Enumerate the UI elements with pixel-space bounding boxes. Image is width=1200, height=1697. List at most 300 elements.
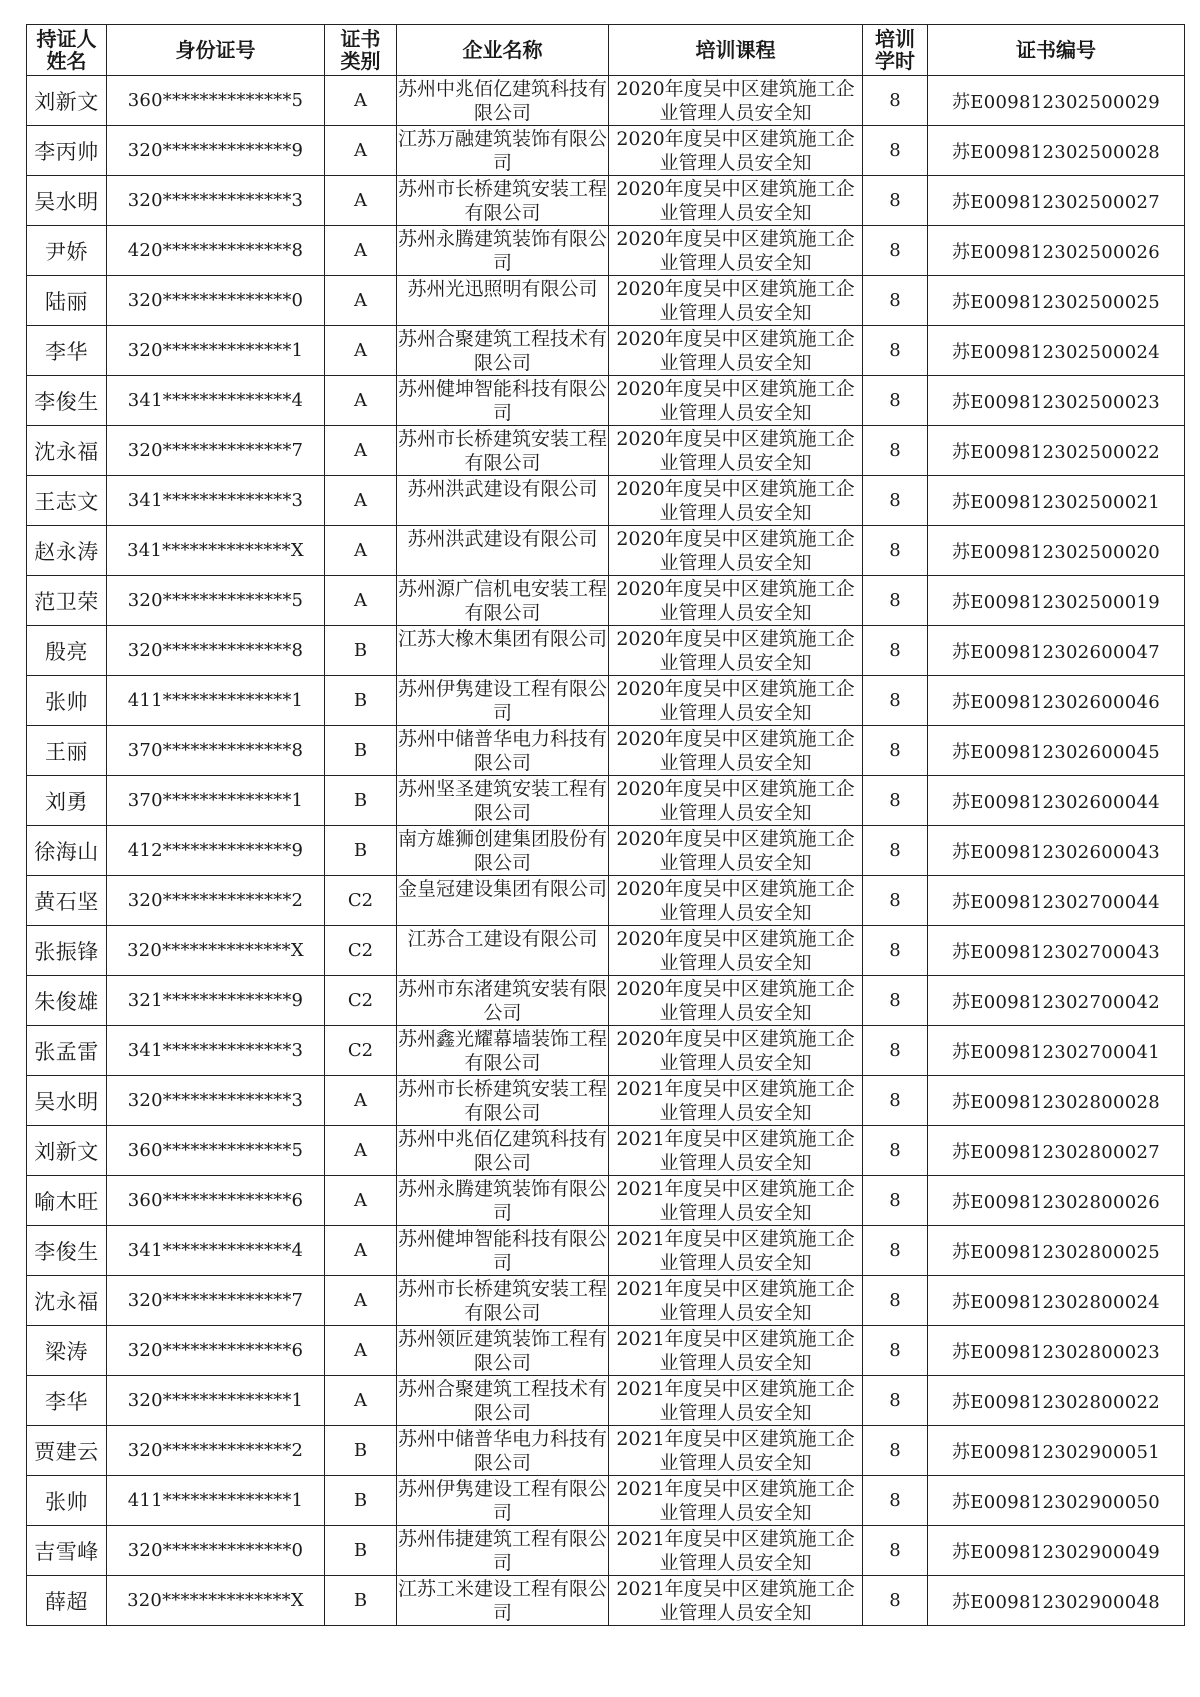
holder-name-cell: 朱俊雄 xyxy=(27,976,107,1026)
cert-number-cell: 苏E009812302600046 xyxy=(928,676,1185,726)
company-text: 苏州洪武建设有限公司 xyxy=(407,528,598,550)
cert-number-cell: 苏E009812302900050 xyxy=(928,1476,1185,1526)
cert-number-cell: 苏E009812302600047 xyxy=(928,626,1185,676)
table-row xyxy=(27,1076,1185,1126)
company-cell xyxy=(397,1126,609,1176)
hours-cell: 8 xyxy=(863,676,928,726)
table-row xyxy=(27,126,1185,176)
course-text: 2020年度吴中区建筑施工企业管理人员安全知 xyxy=(616,228,855,274)
hours-cell: 8 xyxy=(863,1576,928,1626)
course-text: 2020年度吴中区建筑施工企业管理人员安全知 xyxy=(616,778,855,824)
company-cell xyxy=(397,476,609,526)
cert-type-cell: A xyxy=(325,1176,397,1226)
header-course: 培训课程 xyxy=(609,25,863,76)
cert-number-cell: 苏E009812302500029 xyxy=(928,76,1185,126)
course-text: 2020年度吴中区建筑施工企业管理人员安全知 xyxy=(616,678,855,724)
table-row xyxy=(27,476,1185,526)
company-text: 苏州中兆佰亿建筑科技有限公司 xyxy=(397,1128,607,1174)
company-cell xyxy=(397,826,609,876)
hours-cell: 8 xyxy=(863,376,928,426)
course-text: 2021年度吴中区建筑施工企业管理人员安全知 xyxy=(616,1478,855,1524)
course-cell xyxy=(609,1476,863,1526)
id-number-cell: 320**************7 xyxy=(107,1276,325,1326)
cert-type-cell: B xyxy=(325,676,397,726)
cert-number-cell: 苏E009812302700044 xyxy=(928,876,1185,926)
id-number-cell: 411**************1 xyxy=(107,676,325,726)
table-row xyxy=(27,326,1185,376)
company-cell xyxy=(397,1326,609,1376)
cert-type-cell: B xyxy=(325,726,397,776)
company-text: 苏州坚圣建筑安装工程有限公司 xyxy=(397,778,607,824)
table-row xyxy=(27,626,1185,676)
holder-name-cell: 吉雪峰 xyxy=(27,1526,107,1576)
course-cell xyxy=(609,326,863,376)
hours-cell: 8 xyxy=(863,776,928,826)
course-cell xyxy=(609,876,863,926)
company-text: 苏州合聚建筑工程技术有限公司 xyxy=(397,1378,607,1424)
id-number-cell: 320**************0 xyxy=(107,276,325,326)
cert-number-cell: 苏E009812302600043 xyxy=(928,826,1185,876)
course-cell xyxy=(609,926,863,976)
certificate-table xyxy=(26,24,1185,1626)
course-text: 2020年度吴中区建筑施工企业管理人员安全知 xyxy=(616,378,855,424)
cert-type-cell: A xyxy=(325,1126,397,1176)
cert-type-cell: C2 xyxy=(325,1026,397,1076)
course-cell xyxy=(609,1126,863,1176)
hours-cell: 8 xyxy=(863,76,928,126)
hours-cell: 8 xyxy=(863,1126,928,1176)
id-number-cell: 320**************3 xyxy=(107,176,325,226)
table-row xyxy=(27,1376,1185,1426)
header-hours: 培训 学时 xyxy=(863,25,928,76)
cert-number-cell: 苏E009812302900051 xyxy=(928,1426,1185,1476)
course-text: 2021年度吴中区建筑施工企业管理人员安全知 xyxy=(616,1528,855,1574)
table-row xyxy=(27,576,1185,626)
holder-name-cell: 王丽 xyxy=(27,726,107,776)
holder-name-cell: 张振锋 xyxy=(27,926,107,976)
cert-number-cell: 苏E009812302800028 xyxy=(928,1076,1185,1126)
holder-name-cell: 赵永涛 xyxy=(27,526,107,576)
course-cell xyxy=(609,626,863,676)
course-cell xyxy=(609,76,863,126)
id-number-cell: 412**************9 xyxy=(107,826,325,876)
cert-type-cell: B xyxy=(325,826,397,876)
company-cell xyxy=(397,276,609,326)
holder-name-cell: 刘新文 xyxy=(27,76,107,126)
company-cell xyxy=(397,726,609,776)
cert-number-cell: 苏E009812302500028 xyxy=(928,126,1185,176)
hours-cell: 8 xyxy=(863,1176,928,1226)
course-text: 2021年度吴中区建筑施工企业管理人员安全知 xyxy=(616,1328,855,1374)
holder-name-cell: 尹娇 xyxy=(27,226,107,276)
header-cert-number: 证书编号 xyxy=(928,25,1185,76)
cert-number-cell: 苏E009812302500024 xyxy=(928,326,1185,376)
holder-name-cell: 张帅 xyxy=(27,1476,107,1526)
hours-cell: 8 xyxy=(863,126,928,176)
company-text: 苏州市长桥建筑安装工程有限公司 xyxy=(397,428,607,474)
table-row xyxy=(27,1176,1185,1226)
id-number-cell: 320**************2 xyxy=(107,1426,325,1476)
cert-type-cell: A xyxy=(325,1226,397,1276)
course-text: 2020年度吴中区建筑施工企业管理人员安全知 xyxy=(616,878,855,924)
cert-type-cell: A xyxy=(325,526,397,576)
cert-number-cell: 苏E009812302800026 xyxy=(928,1176,1185,1226)
company-cell xyxy=(397,526,609,576)
holder-name-cell: 梁涛 xyxy=(27,1326,107,1376)
table-row xyxy=(27,226,1185,276)
holder-name-cell: 王志文 xyxy=(27,476,107,526)
cert-number-cell: 苏E009812302700043 xyxy=(928,926,1185,976)
company-text: 苏州鑫光耀幕墙装饰工程有限公司 xyxy=(397,1028,607,1074)
course-text: 2020年度吴中区建筑施工企业管理人员安全知 xyxy=(616,278,855,324)
company-text: 苏州洪武建设有限公司 xyxy=(407,478,598,500)
company-cell xyxy=(397,1426,609,1476)
table-row xyxy=(27,876,1185,926)
holder-name-cell: 沈永福 xyxy=(27,426,107,476)
cert-type-cell: B xyxy=(325,626,397,676)
company-cell xyxy=(397,226,609,276)
company-cell xyxy=(397,126,609,176)
table-row xyxy=(27,76,1185,126)
course-text: 2021年度吴中区建筑施工企业管理人员安全知 xyxy=(616,1578,855,1624)
company-cell xyxy=(397,1226,609,1276)
course-text: 2020年度吴中区建筑施工企业管理人员安全知 xyxy=(616,478,855,524)
company-cell xyxy=(397,926,609,976)
holder-name-cell: 薛超 xyxy=(27,1576,107,1626)
hours-cell: 8 xyxy=(863,976,928,1026)
cert-type-cell: A xyxy=(325,276,397,326)
course-cell xyxy=(609,526,863,576)
holder-name-cell: 陆丽 xyxy=(27,276,107,326)
certificate-list-sheet xyxy=(26,24,1184,1626)
company-text: 江苏万融建筑装饰有限公司 xyxy=(397,128,607,174)
course-text: 2021年度吴中区建筑施工企业管理人员安全知 xyxy=(616,1128,855,1174)
company-cell xyxy=(397,1026,609,1076)
course-text: 2020年度吴中区建筑施工企业管理人员安全知 xyxy=(616,578,855,624)
holder-name-cell: 刘新文 xyxy=(27,1126,107,1176)
id-number-cell: 320**************9 xyxy=(107,126,325,176)
holder-name-cell: 李俊生 xyxy=(27,376,107,426)
course-text: 2020年度吴中区建筑施工企业管理人员安全知 xyxy=(616,178,855,224)
cert-type-cell: A xyxy=(325,226,397,276)
id-number-cell: 320**************7 xyxy=(107,426,325,476)
cert-number-cell: 苏E009812302500022 xyxy=(928,426,1185,476)
course-cell xyxy=(609,726,863,776)
course-cell xyxy=(609,1326,863,1376)
cert-type-cell: C2 xyxy=(325,926,397,976)
course-text: 2021年度吴中区建筑施工企业管理人员安全知 xyxy=(616,1228,855,1274)
company-text: 南方雄狮创建集团股份有限公司 xyxy=(397,828,607,874)
company-cell xyxy=(397,876,609,926)
company-cell xyxy=(397,1176,609,1226)
hours-cell: 8 xyxy=(863,1076,928,1126)
cert-type-cell: B xyxy=(325,1526,397,1576)
hours-cell: 8 xyxy=(863,1376,928,1426)
cert-type-cell: A xyxy=(325,376,397,426)
cert-number-cell: 苏E009812302600044 xyxy=(928,776,1185,826)
hours-cell: 8 xyxy=(863,176,928,226)
cert-type-cell: B xyxy=(325,776,397,826)
course-cell xyxy=(609,576,863,626)
cert-type-cell: C2 xyxy=(325,976,397,1026)
company-text: 苏州市长桥建筑安装工程有限公司 xyxy=(397,178,607,224)
hours-cell: 8 xyxy=(863,926,928,976)
company-text: 苏州光迅照明有限公司 xyxy=(407,278,598,300)
cert-type-cell: A xyxy=(325,1076,397,1126)
course-text: 2020年度吴中区建筑施工企业管理人员安全知 xyxy=(616,628,855,674)
table-row xyxy=(27,1126,1185,1176)
company-text: 苏州中兆佰亿建筑科技有限公司 xyxy=(397,78,607,124)
table-row xyxy=(27,1476,1185,1526)
table-header xyxy=(27,25,1185,76)
course-cell xyxy=(609,476,863,526)
cert-type-cell: A xyxy=(325,1276,397,1326)
holder-name-cell: 吴水明 xyxy=(27,1076,107,1126)
table-row xyxy=(27,776,1185,826)
company-text: 江苏合工建设有限公司 xyxy=(407,928,598,950)
holder-name-cell: 刘勇 xyxy=(27,776,107,826)
course-cell xyxy=(609,1226,863,1276)
table-row xyxy=(27,926,1185,976)
table-row xyxy=(27,976,1185,1026)
course-cell xyxy=(609,226,863,276)
company-text: 苏州源广信机电安装工程有限公司 xyxy=(397,578,607,624)
course-text: 2020年度吴中区建筑施工企业管理人员安全知 xyxy=(616,428,855,474)
company-text: 苏州永腾建筑装饰有限公司 xyxy=(397,228,607,274)
hours-cell: 8 xyxy=(863,726,928,776)
course-text: 2021年度吴中区建筑施工企业管理人员安全知 xyxy=(616,1378,855,1424)
hours-cell: 8 xyxy=(863,1226,928,1276)
holder-name-cell: 殷亮 xyxy=(27,626,107,676)
company-cell xyxy=(397,1376,609,1426)
cert-type-cell: A xyxy=(325,176,397,226)
course-cell xyxy=(609,1576,863,1626)
id-number-cell: 341**************X xyxy=(107,526,325,576)
id-number-cell: 320**************3 xyxy=(107,1076,325,1126)
course-cell xyxy=(609,676,863,726)
course-text: 2020年度吴中区建筑施工企业管理人员安全知 xyxy=(616,928,855,974)
table-body xyxy=(27,76,1185,1626)
course-cell xyxy=(609,826,863,876)
table-row xyxy=(27,1426,1185,1476)
cert-type-cell: B xyxy=(325,1476,397,1526)
hours-cell: 8 xyxy=(863,426,928,476)
hours-cell: 8 xyxy=(863,226,928,276)
holder-name-cell: 张帅 xyxy=(27,676,107,726)
course-cell xyxy=(609,1526,863,1576)
course-cell xyxy=(609,276,863,326)
holder-name-cell: 范卫荣 xyxy=(27,576,107,626)
table-row xyxy=(27,426,1185,476)
course-text: 2021年度吴中区建筑施工企业管理人员安全知 xyxy=(616,1078,855,1124)
company-cell xyxy=(397,76,609,126)
table-row xyxy=(27,1526,1185,1576)
table-row xyxy=(27,676,1185,726)
id-number-cell: 320**************6 xyxy=(107,1326,325,1376)
hours-cell: 8 xyxy=(863,576,928,626)
id-number-cell: 360**************5 xyxy=(107,1126,325,1176)
holder-name-cell: 李华 xyxy=(27,1376,107,1426)
holder-name-cell: 李俊生 xyxy=(27,1226,107,1276)
company-text: 金皇冠建设集团有限公司 xyxy=(397,878,607,900)
course-text: 2020年度吴中区建筑施工企业管理人员安全知 xyxy=(616,128,855,174)
cert-type-cell: B xyxy=(325,1426,397,1476)
course-cell xyxy=(609,1426,863,1476)
company-cell xyxy=(397,1276,609,1326)
table-row xyxy=(27,176,1185,226)
hours-cell: 8 xyxy=(863,1476,928,1526)
table-row xyxy=(27,1276,1185,1326)
holder-name-cell: 徐海山 xyxy=(27,826,107,876)
hours-cell: 8 xyxy=(863,626,928,676)
course-cell xyxy=(609,776,863,826)
id-number-cell: 411**************1 xyxy=(107,1476,325,1526)
header-cert-type: 证书 类别 xyxy=(325,25,397,76)
cert-number-cell: 苏E009812302500025 xyxy=(928,276,1185,326)
company-cell xyxy=(397,1476,609,1526)
company-cell xyxy=(397,176,609,226)
cert-number-cell: 苏E009812302500019 xyxy=(928,576,1185,626)
company-text: 苏州健坤智能科技有限公司 xyxy=(397,1228,607,1274)
cert-number-cell: 苏E009812302800027 xyxy=(928,1126,1185,1176)
company-cell xyxy=(397,676,609,726)
hours-cell: 8 xyxy=(863,1026,928,1076)
cert-number-cell: 苏E009812302500026 xyxy=(928,226,1185,276)
cert-number-cell: 苏E009812302900048 xyxy=(928,1576,1185,1626)
company-text: 苏州伟捷建筑工程有限公司 xyxy=(397,1528,607,1574)
company-text: 苏州永腾建筑装饰有限公司 xyxy=(397,1178,607,1224)
holder-name-cell: 喻木旺 xyxy=(27,1176,107,1226)
table-row xyxy=(27,526,1185,576)
id-number-cell: 321**************9 xyxy=(107,976,325,1026)
hours-cell: 8 xyxy=(863,326,928,376)
hours-cell: 8 xyxy=(863,876,928,926)
cert-type-cell: B xyxy=(325,1576,397,1626)
company-cell xyxy=(397,426,609,476)
id-number-cell: 420**************8 xyxy=(107,226,325,276)
hours-cell: 8 xyxy=(863,276,928,326)
company-cell xyxy=(397,1526,609,1576)
cert-number-cell: 苏E009812302800024 xyxy=(928,1276,1185,1326)
company-text: 苏州市东渚建筑安装有限公司 xyxy=(397,978,607,1024)
id-number-cell: 341**************3 xyxy=(107,476,325,526)
company-text: 江苏工米建设工程有限公司 xyxy=(397,1578,607,1624)
hours-cell: 8 xyxy=(863,476,928,526)
hours-cell: 8 xyxy=(863,1426,928,1476)
cert-number-cell: 苏E009812302500021 xyxy=(928,476,1185,526)
cert-number-cell: 苏E009812302600045 xyxy=(928,726,1185,776)
course-text: 2021年度吴中区建筑施工企业管理人员安全知 xyxy=(616,1428,855,1474)
holder-name-cell: 贾建云 xyxy=(27,1426,107,1476)
hours-cell: 8 xyxy=(863,1326,928,1376)
company-cell xyxy=(397,976,609,1026)
cert-type-cell: A xyxy=(325,126,397,176)
id-number-cell: 320**************2 xyxy=(107,876,325,926)
header-company: 企业名称 xyxy=(397,25,609,76)
cert-type-cell: A xyxy=(325,576,397,626)
company-cell xyxy=(397,576,609,626)
course-cell xyxy=(609,1376,863,1426)
cert-type-cell: C2 xyxy=(325,876,397,926)
table-row xyxy=(27,376,1185,426)
company-cell xyxy=(397,1576,609,1626)
course-cell xyxy=(609,1076,863,1126)
holder-name-cell: 黄石坚 xyxy=(27,876,107,926)
table-row xyxy=(27,276,1185,326)
course-cell xyxy=(609,126,863,176)
company-text: 江苏大橡木集团有限公司 xyxy=(397,628,607,650)
header-holder-name: 持证人 姓名 xyxy=(27,25,107,76)
id-number-cell: 320**************0 xyxy=(107,1526,325,1576)
course-text: 2020年度吴中区建筑施工企业管理人员安全知 xyxy=(616,328,855,374)
hours-cell: 8 xyxy=(863,826,928,876)
table-row xyxy=(27,1576,1185,1626)
cert-type-cell: A xyxy=(325,326,397,376)
cert-number-cell: 苏E009812302700041 xyxy=(928,1026,1185,1076)
header-id-number: 身份证号 xyxy=(107,25,325,76)
id-number-cell: 320**************1 xyxy=(107,326,325,376)
id-number-cell: 320**************5 xyxy=(107,576,325,626)
course-text: 2020年度吴中区建筑施工企业管理人员安全知 xyxy=(616,728,855,774)
header-row xyxy=(27,25,1185,76)
holder-name-cell: 沈永福 xyxy=(27,1276,107,1326)
cert-type-cell: A xyxy=(325,1376,397,1426)
course-text: 2021年度吴中区建筑施工企业管理人员安全知 xyxy=(616,1178,855,1224)
company-text: 苏州市长桥建筑安装工程有限公司 xyxy=(397,1278,607,1324)
cert-number-cell: 苏E009812302800025 xyxy=(928,1226,1185,1276)
id-number-cell: 370**************1 xyxy=(107,776,325,826)
id-number-cell: 360**************5 xyxy=(107,76,325,126)
course-cell xyxy=(609,426,863,476)
table-row xyxy=(27,1026,1185,1076)
company-text: 苏州伊隽建设工程有限公司 xyxy=(397,1478,607,1524)
cert-number-cell: 苏E009812302700042 xyxy=(928,976,1185,1026)
hours-cell: 8 xyxy=(863,1276,928,1326)
company-text: 苏州合聚建筑工程技术有限公司 xyxy=(397,328,607,374)
company-cell xyxy=(397,1076,609,1126)
company-cell xyxy=(397,626,609,676)
cert-type-cell: A xyxy=(325,76,397,126)
course-cell xyxy=(609,176,863,226)
cert-number-cell: 苏E009812302900049 xyxy=(928,1526,1185,1576)
hours-cell: 8 xyxy=(863,1526,928,1576)
hours-cell: 8 xyxy=(863,526,928,576)
table-row xyxy=(27,826,1185,876)
company-cell xyxy=(397,376,609,426)
cert-number-cell: 苏E009812302500027 xyxy=(928,176,1185,226)
holder-name-cell: 李华 xyxy=(27,326,107,376)
id-number-cell: 341**************4 xyxy=(107,1226,325,1276)
holder-name-cell: 李丙帅 xyxy=(27,126,107,176)
company-text: 苏州领匠建筑装饰工程有限公司 xyxy=(397,1328,607,1374)
course-cell xyxy=(609,1176,863,1226)
company-cell xyxy=(397,776,609,826)
table-row xyxy=(27,1226,1185,1276)
course-cell xyxy=(609,1276,863,1326)
id-number-cell: 320**************8 xyxy=(107,626,325,676)
course-cell xyxy=(609,1026,863,1076)
holder-name-cell: 张孟雷 xyxy=(27,1026,107,1076)
course-cell xyxy=(609,976,863,1026)
id-number-cell: 320**************X xyxy=(107,926,325,976)
cert-type-cell: A xyxy=(325,1326,397,1376)
id-number-cell: 320**************X xyxy=(107,1576,325,1626)
company-text: 苏州中储普华电力科技有限公司 xyxy=(397,1428,607,1474)
course-text: 2020年度吴中区建筑施工企业管理人员安全知 xyxy=(616,78,855,124)
course-text: 2020年度吴中区建筑施工企业管理人员安全知 xyxy=(616,978,855,1024)
id-number-cell: 320**************1 xyxy=(107,1376,325,1426)
table-row xyxy=(27,726,1185,776)
